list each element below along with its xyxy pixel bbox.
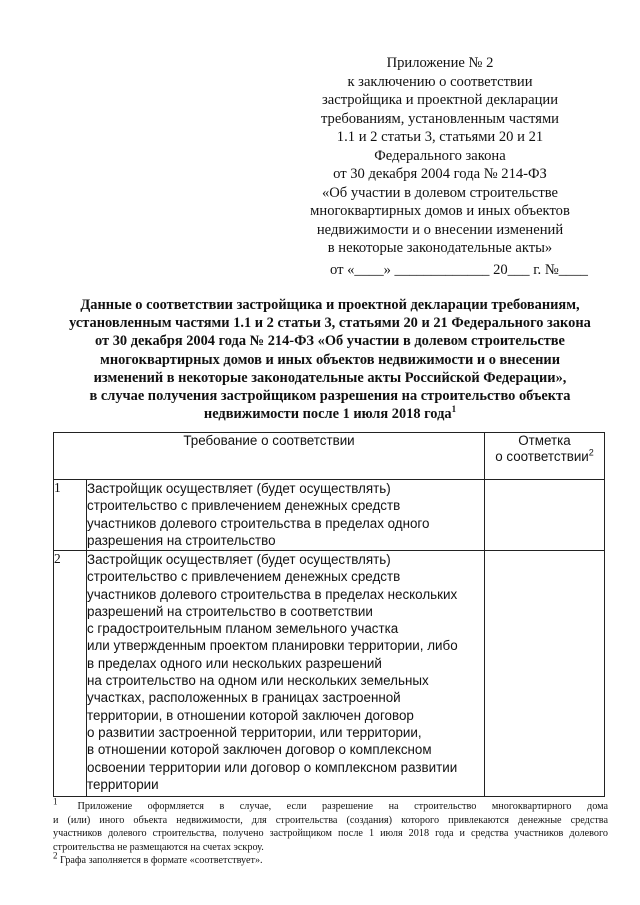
appendix-line: многоквартирных домов и иных объектов (310, 203, 570, 219)
requirements-table (53, 432, 605, 797)
row-number: 2 (54, 551, 87, 797)
row-number: 1 (54, 480, 87, 551)
requirement-line: строительство с привлечением денежных средств (87, 569, 401, 585)
footnote-text: строительства не размещаются на счетах эскроу. (53, 841, 264, 853)
requirement-line: строительство с привлечением денежных средств (87, 498, 401, 514)
footnotes (53, 796, 608, 868)
requirement-line: на строительство на одном или нескольких земельных (87, 673, 429, 689)
mark-header-line: Отметка (518, 433, 571, 448)
appendix-line: Федерального закона (374, 147, 506, 164)
requirement-line: о развитии застроенной территории, или территории, (87, 724, 422, 740)
requirement-line: территории, в отношении которой заключен договор (87, 707, 414, 723)
table-row (54, 480, 605, 551)
footnote-separator (53, 796, 238, 797)
footnote-text: и (или) иного объекта недвижимости, для строительства (создания) которого привлекаются денежные средства (53, 814, 608, 826)
heading-line: Данные о соответствии застройщика и проектной декларации требованиям, (80, 297, 580, 313)
mark-column-header (485, 433, 605, 480)
appendix-line: требованиям, установленным частями (320, 110, 559, 127)
footnote-text: участников долевого строительства, получено застройщиком после 1 июля 2018 года и средства участников долевого (53, 828, 608, 840)
heading-line-last (50, 405, 610, 423)
appendix-line: «Об участии в долевом строительстве (321, 184, 559, 201)
table-row (54, 551, 605, 797)
mark-header-text: о соответствии (495, 449, 589, 464)
heading-line: от 30 декабря 2004 года № 214-ФЗ «Об участии в долевом строительстве (95, 333, 565, 350)
requirement-text (87, 551, 485, 797)
requirement-line: участках, расположенных в границах застроенной (87, 690, 401, 706)
requirement-column-header: Требование о соответствии (54, 433, 485, 480)
requirement-text (87, 480, 485, 551)
heading-line: изменений в некоторые законодательные акты Российской Федерации», (93, 369, 567, 386)
heading-line: в случае получения застройщиком разрешения на строительство объекта (89, 388, 571, 405)
appendix-line: Приложение № 2 (386, 55, 494, 71)
requirement-line: Застройщик осуществляет (будет осуществлять) (87, 481, 391, 496)
date-number-line: от «____» _____________ 20___ г. №____ (330, 262, 588, 278)
requirement-line: участников долевого строительства в пределах одного (87, 515, 430, 531)
heading-line: многоквартирных домов и иных объектов недвижимости и о внесении (100, 351, 560, 368)
appendix-line: недвижимости и о внесении изменений (316, 221, 564, 238)
heading-line: установленным частями 1.1 и 2 статьи 3, статьями 20 и 21 Федерального закона (69, 315, 591, 332)
requirement-line: участников долевого строительства в пределах нескольких (87, 586, 458, 602)
requirement-line: разрешения на строительство (87, 532, 276, 548)
footnote-ref: 2 (588, 447, 594, 458)
footnote-1-line (53, 796, 608, 814)
document-heading (50, 296, 610, 423)
mark-cell[interactable] (485, 551, 605, 797)
heading-line: недвижимости после 1 июля 2018 года (203, 406, 452, 423)
footnote-ref: 1 (451, 404, 457, 415)
appendix-line: 1.1 и 2 статьи 3, статьями 20 и 21 (336, 129, 544, 145)
requirement-line: Застройщик осуществляет (будет осуществлять) (87, 552, 391, 567)
footnote-text: Приложение оформляется в случае, если разрешение на строительство многоквартирного дома (77, 801, 608, 812)
appendix-line: застройщика и проектной декларации (321, 92, 559, 108)
requirement-line: разрешений на строительство в соответствии (87, 603, 373, 619)
footnote-text: Графа заполняется в формате «соответствует». (60, 855, 263, 867)
appendix-line: от 30 декабря 2004 года № 214-ФЗ (333, 166, 547, 182)
footnote-2-line (53, 850, 608, 868)
appendix-line: к заключению о соответствии (347, 73, 533, 90)
mark-header-line-2 (485, 449, 604, 465)
appendix-line: в некоторые законодательные акты» (327, 240, 553, 256)
requirement-line: или утвержденным проектом планировки территории, либо (87, 638, 458, 654)
mark-cell[interactable] (485, 480, 605, 551)
requirement-line: с градостроительным планом земельного участка (87, 621, 399, 637)
requirement-line: территории (87, 776, 159, 792)
table-header-row (54, 433, 605, 480)
footnote-mark: 1 (53, 796, 58, 807)
appendix-header (300, 54, 580, 258)
footnote-mark: 2 (53, 850, 58, 861)
requirement-line: в пределах одного или нескольких разрешений (87, 655, 382, 671)
requirement-line: освоении территории или договор о комплексном развитии (87, 759, 458, 775)
requirement-line: в отношении которой заключен договор о комплексном (87, 742, 432, 758)
